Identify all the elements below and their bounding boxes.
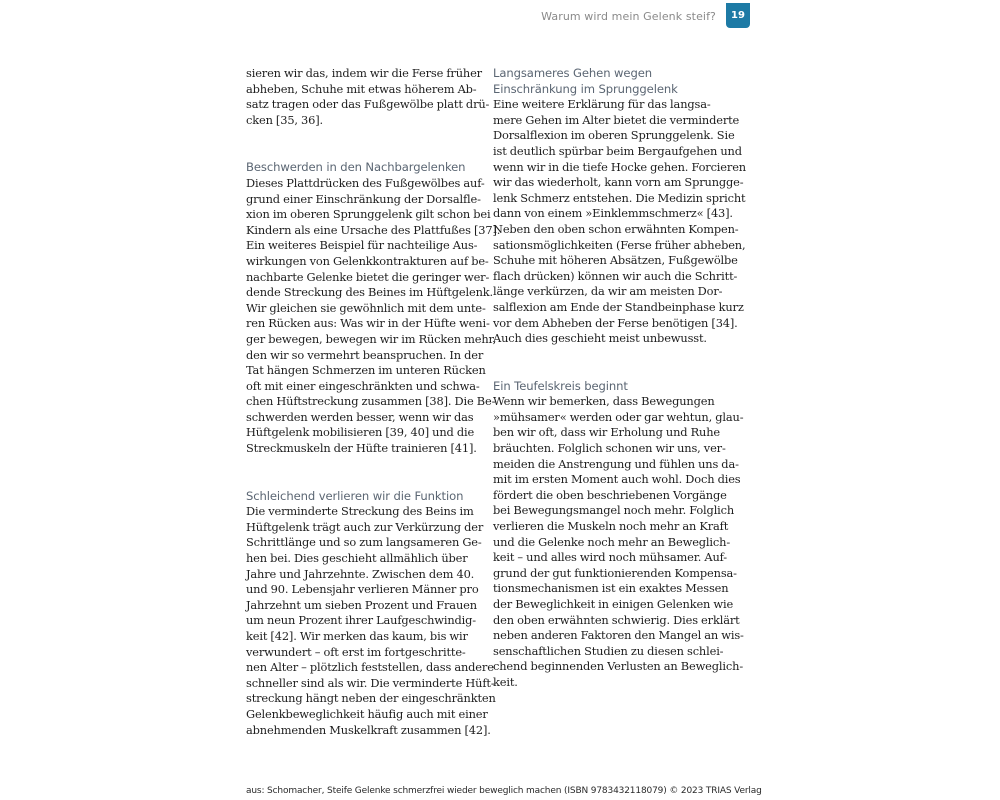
text-line: Neben den oben schon erwähnten Kompen- bbox=[493, 221, 739, 236]
text-line: abheben, Schuhe mit etwas höherem Ab- bbox=[246, 81, 477, 96]
text-line: abnehmenden Muskelkraft zusammen [42]. bbox=[246, 722, 491, 737]
text-line: Wir gleichen sie gewöhnlich mit dem unte- bbox=[246, 300, 486, 315]
text-line: vor dem Abheben der Ferse benötigen [34]. bbox=[493, 315, 738, 330]
text-line: fördert die oben beschriebenen Vorgänge bbox=[493, 487, 727, 502]
running-head-title: Warum wird mein Gelenk steif? bbox=[541, 10, 716, 23]
text-line: Gelenkbeweglichkeit häufig auch mit einer bbox=[246, 706, 488, 721]
text-line: wenn wir in die tiefe Hocke gehen. Forcieren bbox=[493, 159, 746, 174]
text-line: schneller sind als wir. Die verminderte Hüft- bbox=[246, 675, 495, 690]
section-heading-line: Einschränkung im Sprunggelenk bbox=[493, 81, 678, 96]
section-sprunggelenk bbox=[493, 66, 746, 347]
text-line: Auch dies geschieht meist unbewusst. bbox=[493, 331, 707, 346]
text-line: Streckmuskeln der Hüfte trainieren [41]. bbox=[246, 441, 477, 456]
text-line: nen Alter – plötzlich feststellen, dass andere bbox=[246, 660, 494, 675]
text-line: wirkungen von Gelenkkontrakturen auf be- bbox=[246, 253, 489, 268]
text-line: neben anderen Faktoren den Mangel an wis- bbox=[493, 628, 744, 643]
text-line: ren Rücken aus: Was wir in der Hüfte weni- bbox=[246, 316, 490, 331]
left-column bbox=[246, 66, 501, 738]
text-line: Eine weitere Erklärung für das langsa- bbox=[493, 97, 711, 112]
section-nachbargelenke bbox=[246, 160, 501, 456]
page-number-badge: 19 bbox=[726, 3, 750, 28]
text-line: Schrittlänge und so zum langsameren Ge- bbox=[246, 535, 482, 550]
text-line: senschaftlichen Studien zu diesen schlei- bbox=[493, 643, 724, 658]
text-line: länge verkürzen, da wir am meisten Dor- bbox=[493, 284, 723, 299]
text-line: Hüftgelenk trägt auch zur Verkürzung der bbox=[246, 519, 484, 534]
text-line: mere Gehen im Alter bietet die verminderte bbox=[493, 112, 740, 127]
text-line: tionsmechanismen ist ein exaktes Messen bbox=[493, 581, 729, 596]
text-line: Wenn wir bemerken, dass Bewegungen bbox=[493, 394, 715, 409]
text-line: mit im ersten Moment auch wohl. Doch dies bbox=[493, 472, 741, 487]
text-line: salflexion am Ende der Standbeinphase kurz bbox=[493, 299, 744, 314]
text-line: wir das wiederholt, kann vorn am Sprungge- bbox=[493, 175, 744, 190]
text-line: bräuchten. Folglich schonen wir uns, ver- bbox=[493, 441, 726, 456]
text-line: und 90. Lebensjahr verlieren Männer pro bbox=[246, 582, 479, 597]
text-line: meiden die Anstrengung und fühlen uns da- bbox=[493, 456, 739, 471]
text-line: Dieses Plattdrücken des Fußgewölbes auf- bbox=[246, 175, 485, 190]
text-line: Tat hängen Schmerzen im unteren Rücken bbox=[246, 363, 486, 378]
text-line: ben wir oft, dass wir Erholung und Ruhe bbox=[493, 425, 720, 440]
text-line: lenk Schmerz entstehen. Die Medizin spricht bbox=[493, 190, 746, 205]
text-line: den wir so vermehrt beanspruchen. In der bbox=[246, 347, 484, 362]
text-line: xion im oberen Sprunggelenk gilt schon bei bbox=[246, 207, 491, 222]
text-line: den oben erwähnten schwierig. Dies erklärt bbox=[493, 612, 740, 627]
text-line: keit. bbox=[493, 674, 518, 689]
text-line: Jahre und Jahrzehnte. Zwischen dem 40. bbox=[246, 566, 475, 581]
text-line: satz tragen oder das Fußgewölbe platt drü- bbox=[246, 97, 490, 112]
right-column bbox=[493, 66, 746, 691]
text-line: grund der gut funktionierenden Kompensa- bbox=[493, 565, 737, 580]
text-line: Kindern als eine Ursache des Plattfußes [37]. bbox=[246, 222, 501, 237]
text-line: grund einer Einschränkung der Dorsalfle- bbox=[246, 191, 481, 206]
section-heading: Schleichend verlieren wir die Funktion bbox=[246, 488, 464, 503]
text-line: Jahrzehnt um sieben Prozent und Frauen bbox=[246, 597, 477, 612]
text-line: keit – und alles wird noch mühsamer. Auf- bbox=[493, 550, 728, 565]
text-line: dende Streckung des Beines im Hüftgelenk. bbox=[246, 285, 494, 300]
text-line: oft mit einer eingeschränkten und schwa- bbox=[246, 378, 480, 393]
text-line: chen Hüftstreckung zusammen [38]. Die Be- bbox=[246, 394, 496, 409]
text-line: Hüftgelenk mobilisieren [39, 40] und die bbox=[246, 425, 475, 440]
text-line: Die verminderte Streckung des Beins im bbox=[246, 504, 474, 519]
text-line: verwundert – oft erst im fortgeschritte- bbox=[246, 644, 466, 659]
text-line: ist deutlich spürbar beim Bergaufgehen und bbox=[493, 143, 742, 158]
section-teufelskreis bbox=[493, 378, 744, 691]
text-line: der Beweglichkeit in einigen Gelenken wie bbox=[493, 597, 734, 611]
text-line: ger bewegen, bewegen wir im Rücken mehr, bbox=[246, 331, 497, 346]
text-line: und die Gelenke noch mehr an Beweglich- bbox=[493, 534, 731, 549]
text-line: sationsmöglichkeiten (Ferse früher abheben, bbox=[493, 237, 746, 252]
text-line: dann von einem »Einklemmschmerz« [43]. bbox=[493, 206, 733, 221]
text-line: verlieren die Muskeln noch mehr an Kraft bbox=[493, 519, 729, 534]
section-heading: Ein Teufelskreis beginnt bbox=[493, 378, 628, 393]
section-funktion bbox=[246, 488, 496, 739]
text-line: keit [42]. Wir merken das kaum, bis wir bbox=[246, 629, 468, 643]
section-heading-line: Langsameres Gehen wegen bbox=[493, 66, 652, 80]
text-line: »mühsamer« werden oder gar wehtun, glau- bbox=[493, 409, 744, 424]
intro-paragraph bbox=[246, 66, 490, 128]
text-line: streckung hängt neben der eingeschränkten bbox=[246, 691, 496, 706]
text-line: cken [35, 36]. bbox=[246, 112, 324, 127]
text-line: schwerden werden besser, wenn wir das bbox=[246, 409, 474, 424]
text-line: chend beginnenden Verlusten an Beweglich- bbox=[493, 659, 744, 674]
text-line: bei Bewegungsmangel noch mehr. Folglich bbox=[493, 503, 735, 518]
source-footer: aus: Schomacher, Steife Gelenke schmerzfrei wieder beweglich machen (ISBN 9783432118079) © 2023 TRIAS Verlag bbox=[246, 786, 762, 796]
text-line: nachbarte Gelenke bietet die geringer wer- bbox=[246, 269, 490, 284]
text-line: sieren wir das, indem wir die Ferse früher bbox=[246, 66, 482, 80]
text-line: Dorsalflexion im oberen Sprunggelenk. Sie bbox=[493, 128, 735, 143]
section-heading: Beschwerden in den Nachbargelenken bbox=[246, 160, 466, 175]
text-line: Ein weiteres Beispiel für nachteilige Aus- bbox=[246, 238, 478, 253]
text-line: um neun Prozent ihrer Laufgeschwindig- bbox=[246, 613, 477, 628]
text-line: hen bei. Dies geschieht allmählich über bbox=[246, 551, 468, 566]
text-line: Schuhe mit höheren Absätzen, Fußgewölbe bbox=[493, 253, 738, 268]
text-line: flach drücken) können wir auch die Schritt- bbox=[493, 268, 738, 283]
